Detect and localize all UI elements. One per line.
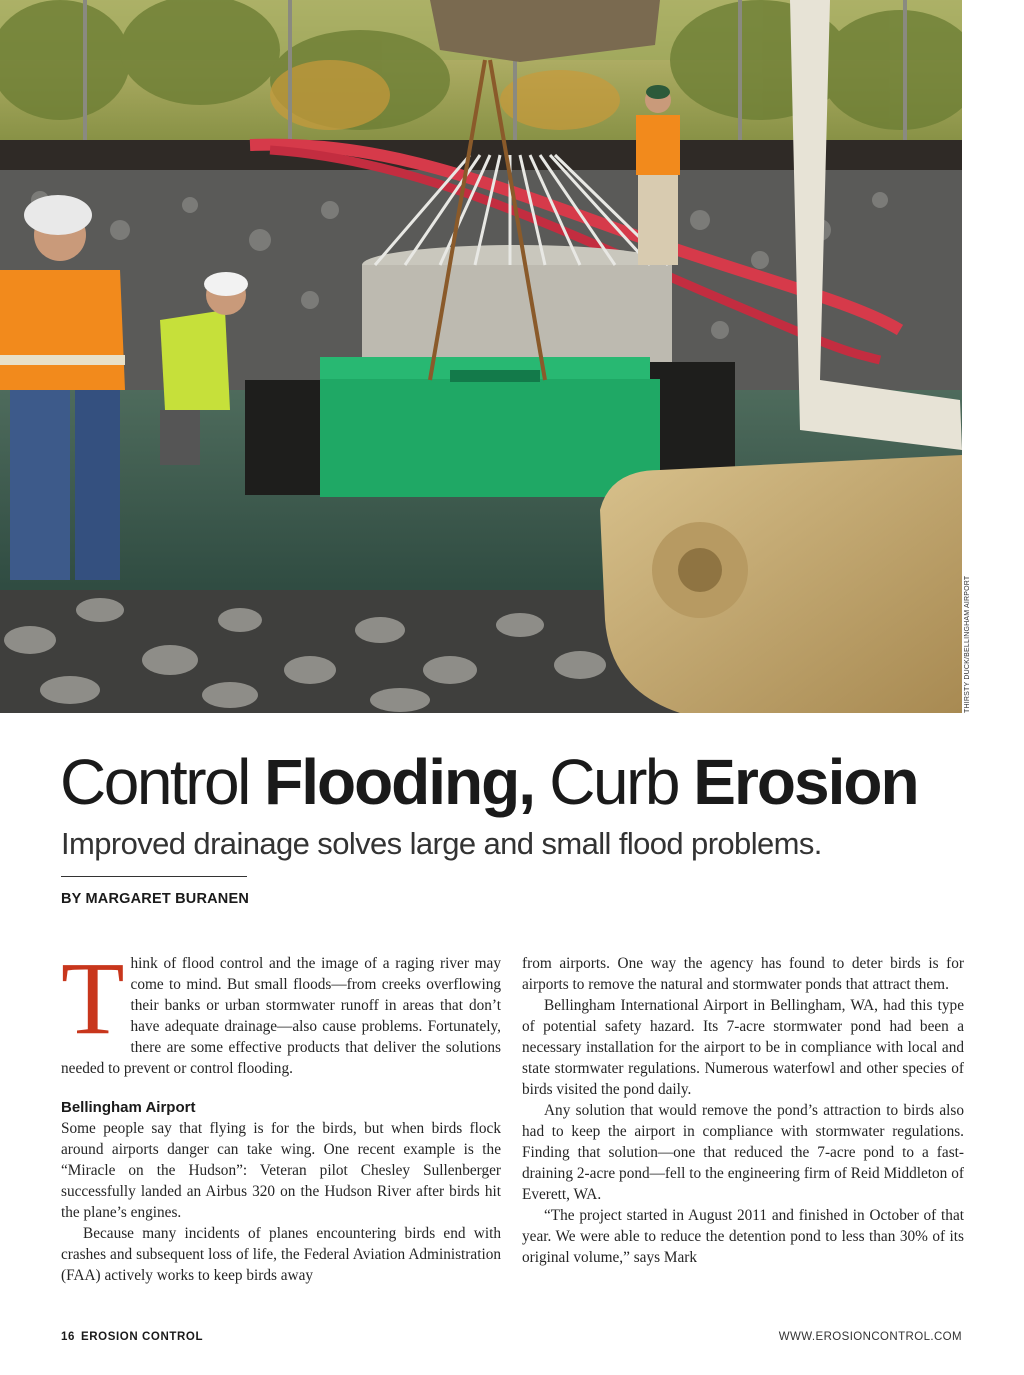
paragraph-1: [61, 941, 501, 1079]
text-column-left: [61, 941, 501, 1286]
article-subhead: Improved drainage solves large and small flood problems.: [61, 826, 822, 861]
page-number: 16: [61, 1331, 75, 1343]
paragraph-3: Because many incidents of planes encountering birds end with crashes and subsequent loss of life, the Federal Aviation Administration (FAA) actively works to keep birds away: [61, 1225, 501, 1284]
paragraph-1-text: hink of flood control and the image of a raging river may come to mind. But small floods—from creeks overflowing their banks or urban stormwater runoff in areas that don’t have adequate drainage—also cause problems. Fortunately, there are some effective products that deliver the solutions needed to prevent or control flooding.: [61, 955, 501, 1077]
hero-photo: [0, 0, 962, 713]
paragraph-4: from airports. One way the agency has found to deter birds is for airports to remove the natural and stormwater ponds that attract them.: [522, 955, 964, 993]
website-url: WWW.EROSIONCONTROL.COM: [778, 1331, 962, 1343]
page-footer-left: [61, 1331, 203, 1343]
paragraph-2: Some people say that flying is for the birds, but when birds flock around airports danger can take wing. One recent example is the “Miracle on the Hudson”: Veteran pilot Chesley Sullenberger successfully landed an Airbus 320 on the Hudson River after birds hit the plane’s engines.: [61, 1120, 501, 1221]
paragraph-6: Any solution that would remove the pond’s attraction to birds also had to keep the airport in compliance with stormwater regulations. Finding that solution—one that reduced the 7-acre pond to a fast-draining 2-acre pond—fell to the engineering firm of Reid Middleton of Everett, WA.: [522, 1102, 964, 1203]
paragraph-7: “The project started in August 2011 and finished in October of that year. We were able to reduce the detention pond to less than 30% of its original volume,” says Mark: [522, 1207, 964, 1266]
magazine-name: EROSION CONTROL: [81, 1331, 204, 1343]
headline-part-2: Flooding,: [264, 746, 534, 818]
section-heading: Bellingham Airport: [61, 1099, 196, 1116]
text-column-right: [522, 953, 964, 1268]
byline: BY MARGARET BURANEN: [61, 891, 250, 907]
subhead-divider: [61, 876, 247, 877]
headline-part-4: Erosion: [693, 746, 918, 818]
construction-site-illustration: [0, 0, 962, 713]
article-headline: [60, 742, 918, 822]
headline-part-1: Control: [60, 746, 265, 818]
paragraph-5: Bellingham International Airport in Bellingham, WA, had this type of potential safety hazard. Its 7-acre stormwater pond had been a necessary installation for the airport to be in compliance with local and state stormwater regulations. Numerous waterfowl and other species of birds visited the pond daily.: [522, 997, 964, 1098]
headline-part-3: Curb: [534, 746, 694, 818]
dropcap: T: [61, 941, 125, 1056]
photo-credit: THIRSTY DUCK/BELLINGHAM AIRPORT: [964, 575, 971, 713]
